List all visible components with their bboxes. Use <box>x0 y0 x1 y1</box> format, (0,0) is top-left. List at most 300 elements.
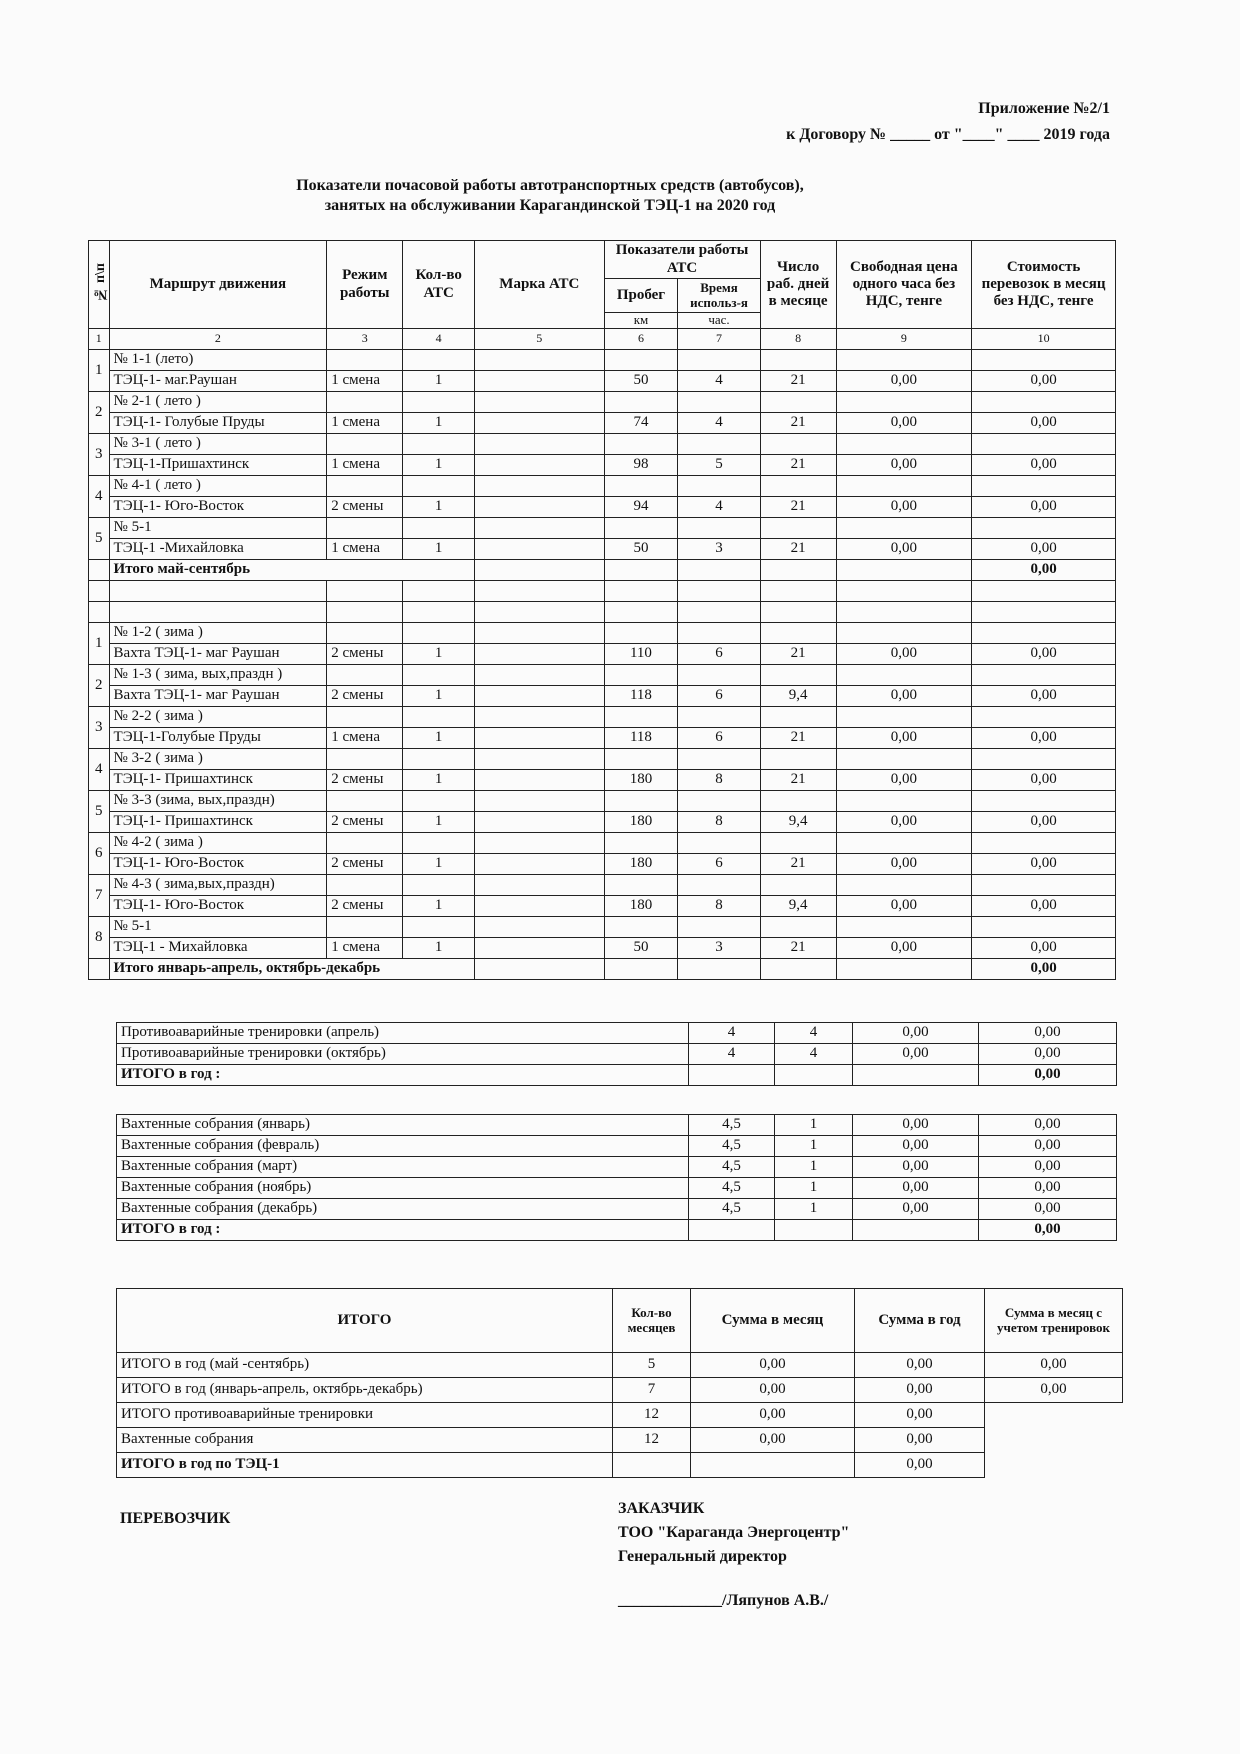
empty-cell <box>678 749 760 770</box>
empty-cell <box>327 665 403 686</box>
empty-cell <box>475 917 604 938</box>
route-detail-row <box>89 413 1116 434</box>
total-label: ИТОГО в год : <box>117 1065 689 1086</box>
work-days: 21 <box>760 413 836 434</box>
monthly-cost: 0,00 <box>972 812 1116 833</box>
drills-row <box>117 1023 1117 1044</box>
mileage-km: 74 <box>604 413 678 434</box>
drills-total-row <box>117 1065 1117 1086</box>
empty-cell <box>403 434 475 455</box>
hour-price: 0,00 <box>836 413 972 434</box>
usage-hours: 8 <box>678 896 760 917</box>
hour-price: 0,00 <box>853 1157 979 1178</box>
mileage-km: 98 <box>604 455 678 476</box>
route-path: Вахта ТЭЦ-1- маг Раушан <box>109 686 327 707</box>
usage-hours: 6 <box>678 644 760 665</box>
route-name-row <box>89 518 1116 539</box>
empty-cell <box>972 749 1116 770</box>
work-mode: 2 смены <box>327 896 403 917</box>
empty-cell <box>403 833 475 854</box>
work-days: 1 <box>775 1115 853 1136</box>
empty-cell <box>604 602 678 623</box>
empty-cell <box>604 476 678 497</box>
route-name-row <box>89 707 1116 728</box>
hour-price: 0,00 <box>836 854 972 875</box>
route-name: № 5-1 <box>109 917 327 938</box>
summary-label: ИТОГО противоаварийные тренировки <box>117 1403 613 1428</box>
carrier-label: ПЕРЕВОЗЧИК <box>120 1510 231 1527</box>
empty-cell <box>475 602 604 623</box>
empty-cell <box>475 791 604 812</box>
route-detail-row <box>89 896 1116 917</box>
column-number: 2 <box>109 329 327 350</box>
col-no-header: № п\п <box>89 241 110 329</box>
empty-cell <box>760 665 836 686</box>
empty-cell <box>403 350 475 371</box>
empty-cell <box>604 959 678 980</box>
column-number: 5 <box>475 329 604 350</box>
empty-cell <box>475 434 604 455</box>
empty-cell <box>604 875 678 896</box>
empty-cell <box>775 1065 853 1086</box>
usage-hours: 6 <box>678 686 760 707</box>
route-detail-row <box>89 371 1116 392</box>
col-days-header: Число раб. дней в месяце <box>760 241 836 329</box>
empty-cell <box>760 602 836 623</box>
empty-cell <box>475 833 604 854</box>
month-sum: 0,00 <box>691 1353 855 1378</box>
empty-cell <box>972 350 1116 371</box>
route-name-row <box>89 749 1116 770</box>
work-days: 21 <box>760 728 836 749</box>
empty-cell <box>403 602 475 623</box>
empty-cell <box>972 581 1116 602</box>
route-path: ТЭЦ-1- Пришахтинск <box>109 770 327 791</box>
hour-price: 0,00 <box>836 686 972 707</box>
route-detail-row <box>89 497 1116 518</box>
route-path: ТЭЦ-1- Юго-Восток <box>109 497 327 518</box>
vehicle-brand <box>475 686 604 707</box>
empty-cell <box>678 581 760 602</box>
route-name: № 4-3 ( зима,вых,праздн) <box>109 875 327 896</box>
col-route-header: Маршрут движения <box>109 241 327 329</box>
empty-cell <box>760 833 836 854</box>
work-days: 21 <box>760 539 836 560</box>
empty-cell <box>89 560 110 581</box>
empty-cell <box>327 434 403 455</box>
monthly-cost: 0,00 <box>979 1044 1117 1065</box>
route-path: ТЭЦ-1 -Михайловка <box>109 539 327 560</box>
summary-row <box>117 1403 1123 1428</box>
route-number: 4 <box>89 749 110 791</box>
monthly-cost: 0,00 <box>972 896 1116 917</box>
empty-cell <box>853 1220 979 1241</box>
total-value: 0,00 <box>972 959 1116 980</box>
empty-cell <box>403 749 475 770</box>
col-mode-header: Режим работы <box>327 241 403 329</box>
work-days: 9,4 <box>760 812 836 833</box>
empty-cell <box>760 707 836 728</box>
empty-cell <box>972 392 1116 413</box>
empty-cell <box>836 602 972 623</box>
empty-cell <box>985 1403 1123 1428</box>
months-count: 7 <box>613 1378 691 1403</box>
empty-cell <box>403 875 475 896</box>
empty-cell <box>403 581 475 602</box>
empty-cell <box>403 623 475 644</box>
empty-cell <box>836 833 972 854</box>
row-label: Противоаварийные тренировки (апрель) <box>117 1023 689 1044</box>
work-mode: 2 смены <box>327 686 403 707</box>
empty-cell <box>689 1220 775 1241</box>
work-days: 4 <box>775 1023 853 1044</box>
empty-cell <box>613 1453 691 1478</box>
empty-cell <box>475 518 604 539</box>
month-sum: 0,00 <box>691 1428 855 1453</box>
grand-total-row <box>117 1453 1123 1478</box>
monthly-cost: 0,00 <box>979 1136 1117 1157</box>
empty-cell <box>475 623 604 644</box>
empty-cell <box>760 959 836 980</box>
vehicle-brand <box>475 896 604 917</box>
mileage-km: 50 <box>604 539 678 560</box>
empty-cell <box>327 476 403 497</box>
route-detail-row <box>89 644 1116 665</box>
empty-cell <box>775 1220 853 1241</box>
monthly-cost: 0,00 <box>972 455 1116 476</box>
empty-cell <box>972 917 1116 938</box>
grand-total-label: ИТОГО в год по ТЭЦ-1 <box>117 1453 613 1478</box>
route-name-row <box>89 350 1116 371</box>
route-path: ТЭЦ-1-Голубые Пруды <box>109 728 327 749</box>
total-label: Итого май-сентябрь <box>109 560 475 581</box>
empty-cell <box>760 749 836 770</box>
usage-hours: 4 <box>678 371 760 392</box>
route-name: № 2-1 ( лето ) <box>109 392 327 413</box>
work-mode: 2 смены <box>327 812 403 833</box>
monthly-cost: 0,00 <box>979 1178 1117 1199</box>
empty-cell <box>760 875 836 896</box>
usage-hours: 4,5 <box>689 1115 775 1136</box>
work-mode: 1 смена <box>327 413 403 434</box>
col-hours-unit: час. <box>678 313 760 329</box>
empty-cell <box>678 392 760 413</box>
empty-cell <box>678 833 760 854</box>
empty-cell <box>327 749 403 770</box>
vehicle-count: 1 <box>403 455 475 476</box>
usage-hours: 4,5 <box>689 1199 775 1220</box>
empty-cell <box>678 707 760 728</box>
annex-number: Приложение №2/1 <box>978 100 1110 117</box>
vehicle-brand <box>475 413 604 434</box>
empty-cell <box>604 623 678 644</box>
meetings-row <box>117 1136 1117 1157</box>
vehicle-count: 1 <box>403 938 475 959</box>
vehicle-brand <box>475 497 604 518</box>
empty-cell <box>604 581 678 602</box>
total-value: 0,00 <box>979 1220 1117 1241</box>
empty-cell <box>604 560 678 581</box>
column-number: 6 <box>604 329 678 350</box>
vehicle-brand <box>475 938 604 959</box>
meetings-row <box>117 1157 1117 1178</box>
summary-title-header: ИТОГО <box>117 1289 613 1353</box>
empty-cell <box>760 917 836 938</box>
empty-cell <box>836 476 972 497</box>
route-number: 2 <box>89 392 110 434</box>
year-sum: 0,00 <box>855 1403 985 1428</box>
empty-cell <box>760 791 836 812</box>
empty-cell <box>678 560 760 581</box>
mileage-km: 94 <box>604 497 678 518</box>
vehicle-count: 1 <box>403 644 475 665</box>
usage-hours: 4,5 <box>689 1178 775 1199</box>
route-detail-row <box>89 686 1116 707</box>
vehicle-count: 1 <box>403 770 475 791</box>
month-sum: 0,00 <box>691 1378 855 1403</box>
work-mode: 2 смены <box>327 770 403 791</box>
route-path: ТЭЦ-1- Голубые Пруды <box>109 413 327 434</box>
grand-total-value: 0,00 <box>855 1453 985 1478</box>
empty-cell <box>691 1453 855 1478</box>
monthly-cost: 0,00 <box>979 1157 1117 1178</box>
col-count-header: Кол-во АТС <box>403 241 475 329</box>
mileage-km: 180 <box>604 896 678 917</box>
summary-label: ИТОГО в год (январь-апрель, октябрь-декабрь) <box>117 1378 613 1403</box>
work-days: 9,4 <box>760 686 836 707</box>
route-number: 1 <box>89 350 110 392</box>
empty-cell <box>327 791 403 812</box>
summary-row <box>117 1378 1123 1403</box>
empty-cell <box>475 581 604 602</box>
vehicle-count: 1 <box>403 539 475 560</box>
work-days: 1 <box>775 1199 853 1220</box>
route-name: № 4-2 ( зима ) <box>109 833 327 854</box>
work-mode: 1 смена <box>327 728 403 749</box>
empty-cell <box>760 434 836 455</box>
hour-price: 0,00 <box>836 455 972 476</box>
usage-hours: 6 <box>678 728 760 749</box>
column-number: 7 <box>678 329 760 350</box>
route-detail-row <box>89 539 1116 560</box>
empty-cell <box>109 602 327 623</box>
year-sum: 0,00 <box>855 1428 985 1453</box>
work-mode: 2 смены <box>327 854 403 875</box>
hour-price: 0,00 <box>836 938 972 959</box>
meetings-table <box>116 1114 1117 1241</box>
col-cost-header: Стоимость перевозок в месяц без НДС, тенге <box>972 241 1116 329</box>
hour-price: 0,00 <box>836 896 972 917</box>
route-number: 8 <box>89 917 110 959</box>
empty-cell <box>836 518 972 539</box>
vehicle-count: 1 <box>403 371 475 392</box>
column-number-row <box>89 329 1116 350</box>
empty-cell <box>985 1453 1123 1478</box>
empty-cell <box>403 917 475 938</box>
empty-cell <box>678 665 760 686</box>
empty-cell <box>836 392 972 413</box>
empty-cell <box>972 707 1116 728</box>
hour-price: 0,00 <box>853 1136 979 1157</box>
empty-cell <box>836 749 972 770</box>
vehicle-brand <box>475 812 604 833</box>
hour-price: 0,00 <box>853 1199 979 1220</box>
drills-row <box>117 1044 1117 1065</box>
year-sum: 0,00 <box>855 1378 985 1403</box>
col-indicators-header: Показатели работы АТС <box>604 241 760 279</box>
route-name-row <box>89 476 1116 497</box>
year-sum: 0,00 <box>855 1353 985 1378</box>
hour-price: 0,00 <box>836 770 972 791</box>
monthly-cost: 0,00 <box>972 770 1116 791</box>
empty-cell <box>604 917 678 938</box>
work-days: 21 <box>760 938 836 959</box>
sum-with-drills: 0,00 <box>985 1353 1123 1378</box>
summary-table <box>116 1288 1123 1478</box>
empty-cell <box>475 875 604 896</box>
work-days: 1 <box>775 1178 853 1199</box>
row-label: Противоаварийные тренировки (октябрь) <box>117 1044 689 1065</box>
mileage-km: 50 <box>604 938 678 959</box>
empty-cell <box>678 434 760 455</box>
empty-cell <box>327 917 403 938</box>
route-name: № 3-3 (зима, вых,праздн) <box>109 791 327 812</box>
row-label: Вахтенные собрания (март) <box>117 1157 689 1178</box>
route-name: № 2-2 ( зима ) <box>109 707 327 728</box>
vehicle-count: 1 <box>403 854 475 875</box>
empty-cell <box>403 392 475 413</box>
empty-cell <box>89 602 110 623</box>
usage-hours: 4,5 <box>689 1136 775 1157</box>
empty-cell <box>327 350 403 371</box>
meetings-row <box>117 1199 1117 1220</box>
route-detail-row <box>89 770 1116 791</box>
route-detail-row <box>89 812 1116 833</box>
hour-price: 0,00 <box>836 812 972 833</box>
empty-cell <box>604 749 678 770</box>
summer-total-row <box>89 560 1116 581</box>
customer-position: Генеральный директор <box>618 1548 787 1565</box>
work-days: 1 <box>775 1136 853 1157</box>
usage-hours: 4 <box>678 413 760 434</box>
empty-cell <box>327 833 403 854</box>
column-number: 8 <box>760 329 836 350</box>
empty-cell <box>678 350 760 371</box>
customer-label: ЗАКАЗЧИК <box>618 1500 705 1517</box>
hour-price: 0,00 <box>853 1044 979 1065</box>
hour-price: 0,00 <box>853 1115 979 1136</box>
empty-cell <box>972 623 1116 644</box>
empty-cell <box>972 476 1116 497</box>
customer-signature-line: _____________/Ляпунов А.В./ <box>618 1592 829 1609</box>
months-count: 12 <box>613 1403 691 1428</box>
route-number: 3 <box>89 707 110 749</box>
empty-cell <box>678 602 760 623</box>
col-km-unit: км <box>604 313 678 329</box>
meetings-total-row <box>117 1220 1117 1241</box>
hour-price: 0,00 <box>836 371 972 392</box>
total-label: Итого январь-апрель, октябрь-декабрь <box>109 959 475 980</box>
empty-cell <box>853 1065 979 1086</box>
vehicle-count: 1 <box>403 812 475 833</box>
document-title-line2: занятых на обслуживании Карагандинской ТЭЦ-1 на 2020 год <box>324 197 776 214</box>
route-name-row <box>89 833 1116 854</box>
route-name: № 1-3 ( зима, вых,праздн ) <box>109 665 327 686</box>
route-name-row <box>89 665 1116 686</box>
month-sum: 0,00 <box>691 1403 855 1428</box>
meetings-row <box>117 1115 1117 1136</box>
route-path: ТЭЦ-1- Пришахтинск <box>109 812 327 833</box>
empty-cell <box>836 959 972 980</box>
column-number: 9 <box>836 329 972 350</box>
empty-cell <box>327 392 403 413</box>
total-value: 0,00 <box>972 560 1116 581</box>
empty-cell <box>604 518 678 539</box>
hour-price: 0,00 <box>836 644 972 665</box>
route-name-row <box>89 392 1116 413</box>
route-detail-row <box>89 854 1116 875</box>
meetings-row <box>117 1178 1117 1199</box>
usage-hours: 6 <box>678 854 760 875</box>
drills-table <box>116 1022 1117 1086</box>
empty-cell <box>678 623 760 644</box>
route-name-row <box>89 875 1116 896</box>
empty-cell <box>327 518 403 539</box>
usage-hours: 4,5 <box>689 1157 775 1178</box>
vehicle-brand <box>475 644 604 665</box>
empty-cell <box>604 707 678 728</box>
monthly-cost: 0,00 <box>972 854 1116 875</box>
route-number: 3 <box>89 434 110 476</box>
empty-cell <box>604 665 678 686</box>
empty-cell <box>604 392 678 413</box>
months-count: 12 <box>613 1428 691 1453</box>
column-number: 10 <box>972 329 1116 350</box>
routes-table <box>88 240 1116 980</box>
usage-hours: 4 <box>678 497 760 518</box>
empty-cell <box>836 791 972 812</box>
work-mode: 2 смены <box>327 497 403 518</box>
col-brand-header: Марка АТС <box>475 241 604 329</box>
work-mode: 1 смена <box>327 539 403 560</box>
mileage-km: 50 <box>604 371 678 392</box>
empty-cell <box>89 581 110 602</box>
route-name: № 1-1 (лето) <box>109 350 327 371</box>
empty-cell <box>836 434 972 455</box>
summary-label: Вахтенные собрания <box>117 1428 613 1453</box>
work-days: 21 <box>760 644 836 665</box>
hour-price: 0,00 <box>853 1178 979 1199</box>
empty-cell <box>475 959 604 980</box>
route-detail-row <box>89 728 1116 749</box>
empty-cell <box>475 392 604 413</box>
monthly-cost: 0,00 <box>972 371 1116 392</box>
empty-cell <box>678 959 760 980</box>
summary-year-sum-header: Сумма в год <box>855 1289 985 1353</box>
usage-hours: 8 <box>678 812 760 833</box>
route-name: № 1-2 ( зима ) <box>109 623 327 644</box>
route-name-row <box>89 917 1116 938</box>
route-name-row <box>89 791 1116 812</box>
work-days: 1 <box>775 1157 853 1178</box>
mileage-km: 118 <box>604 686 678 707</box>
mileage-km: 118 <box>604 728 678 749</box>
empty-cell <box>604 833 678 854</box>
route-detail-row <box>89 938 1116 959</box>
empty-cell <box>327 602 403 623</box>
empty-cell <box>475 749 604 770</box>
summary-months-header: Кол-во месяцев <box>613 1289 691 1353</box>
